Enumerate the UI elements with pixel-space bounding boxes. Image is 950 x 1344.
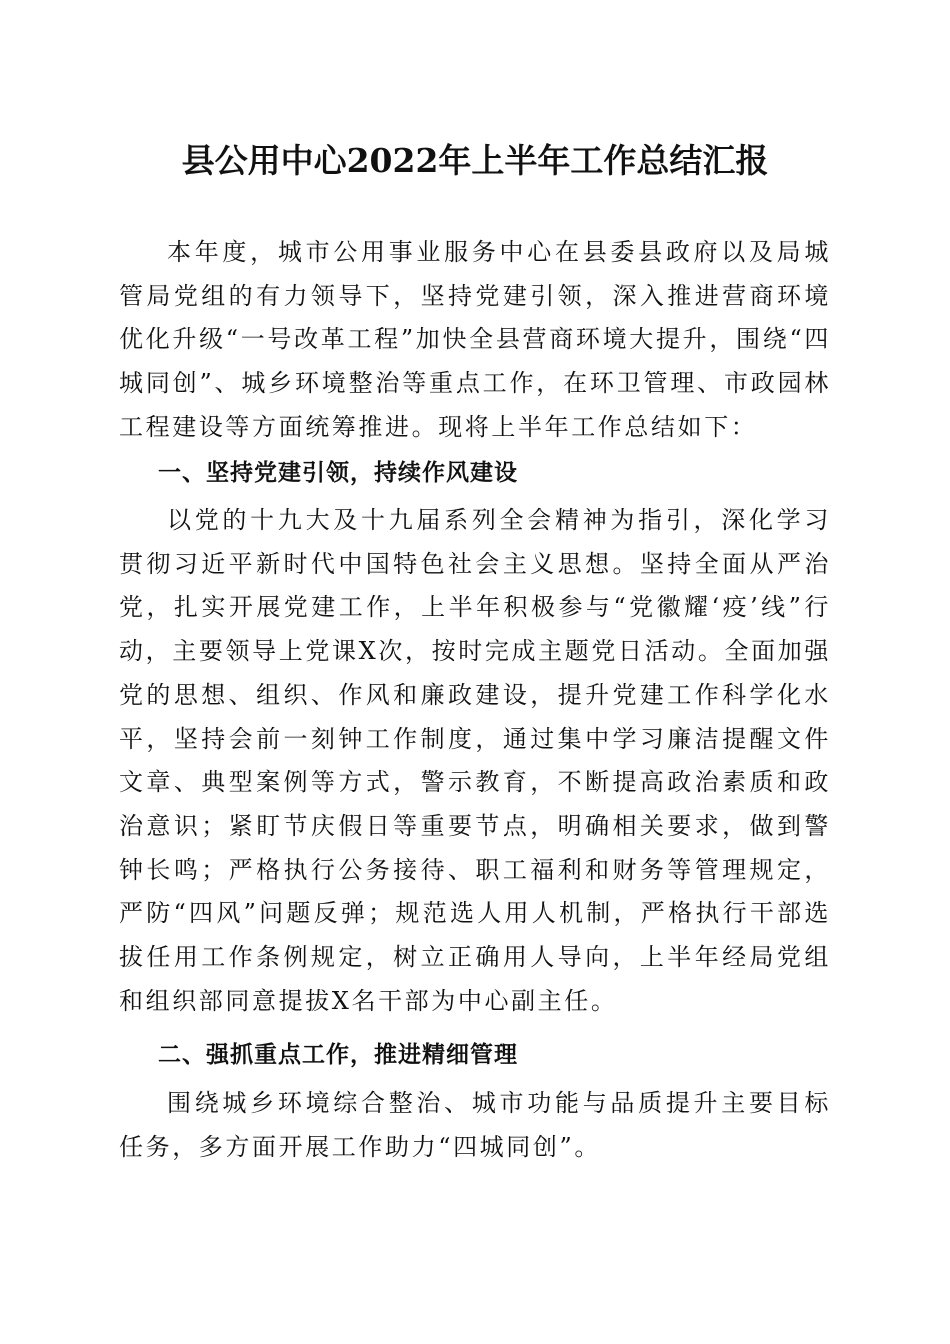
document-title: 县公用中心2022年上半年工作总结汇报: [181, 141, 769, 180]
section-2-heading: 二、强抓重点工作，推进精细管理: [158, 1042, 518, 1068]
section-1-heading: 一、坚持党建引领，持续作风建设: [158, 460, 518, 486]
section-2-paragraph: 围绕城乡环境综合整治、城市功能与品质提升主要目标任务，多方面开展工作助力“四城同创”。: [119, 1089, 831, 1161]
section-1-paragraph: 以党的十九大及十九届系列全会精神为指引，深化学习贯彻习近平新时代中国特色社会主义思想。坚持全面从严治党，扎实开展党建工作，上半年积极参与“党徽耀‘疫’线”行动，主要领导上党课X次，按时完成主题党日活动。全面加强党的思想、组织、作风和廉政建设，提升党建工作科学化水平，坚持会前一刻钟工作制度，通过集中学习廉洁提醒文件文章、典型案例等方式，警示教育，不断提高政治素质和政治意识；紧盯节庆假日等重要节点，明确相关要求，做到警钟长鸣；严格执行公务接待、职工福利和财务等管理规定，严防“四风”问题反弹；规范选人用人机制，严格执行干部选拔任用工作条例规定，树立正确用人导向，上半年经局党组和组织部同意提拔X名干部为中心副主任。: [119, 506, 831, 1015]
intro-paragraph: 本年度，城市公用事业服务中心在县委县政府以及局城管局党组的有力领导下，坚持党建引领，深入推进营商环境优化升级“一号改革工程”加快全县营商环境大提升，围绕“四城同创”、城乡环境整治等重点工作，在环卫管理、市政园林工程建设等方面统筹推进。现将上半年工作总结如下：: [119, 238, 831, 441]
